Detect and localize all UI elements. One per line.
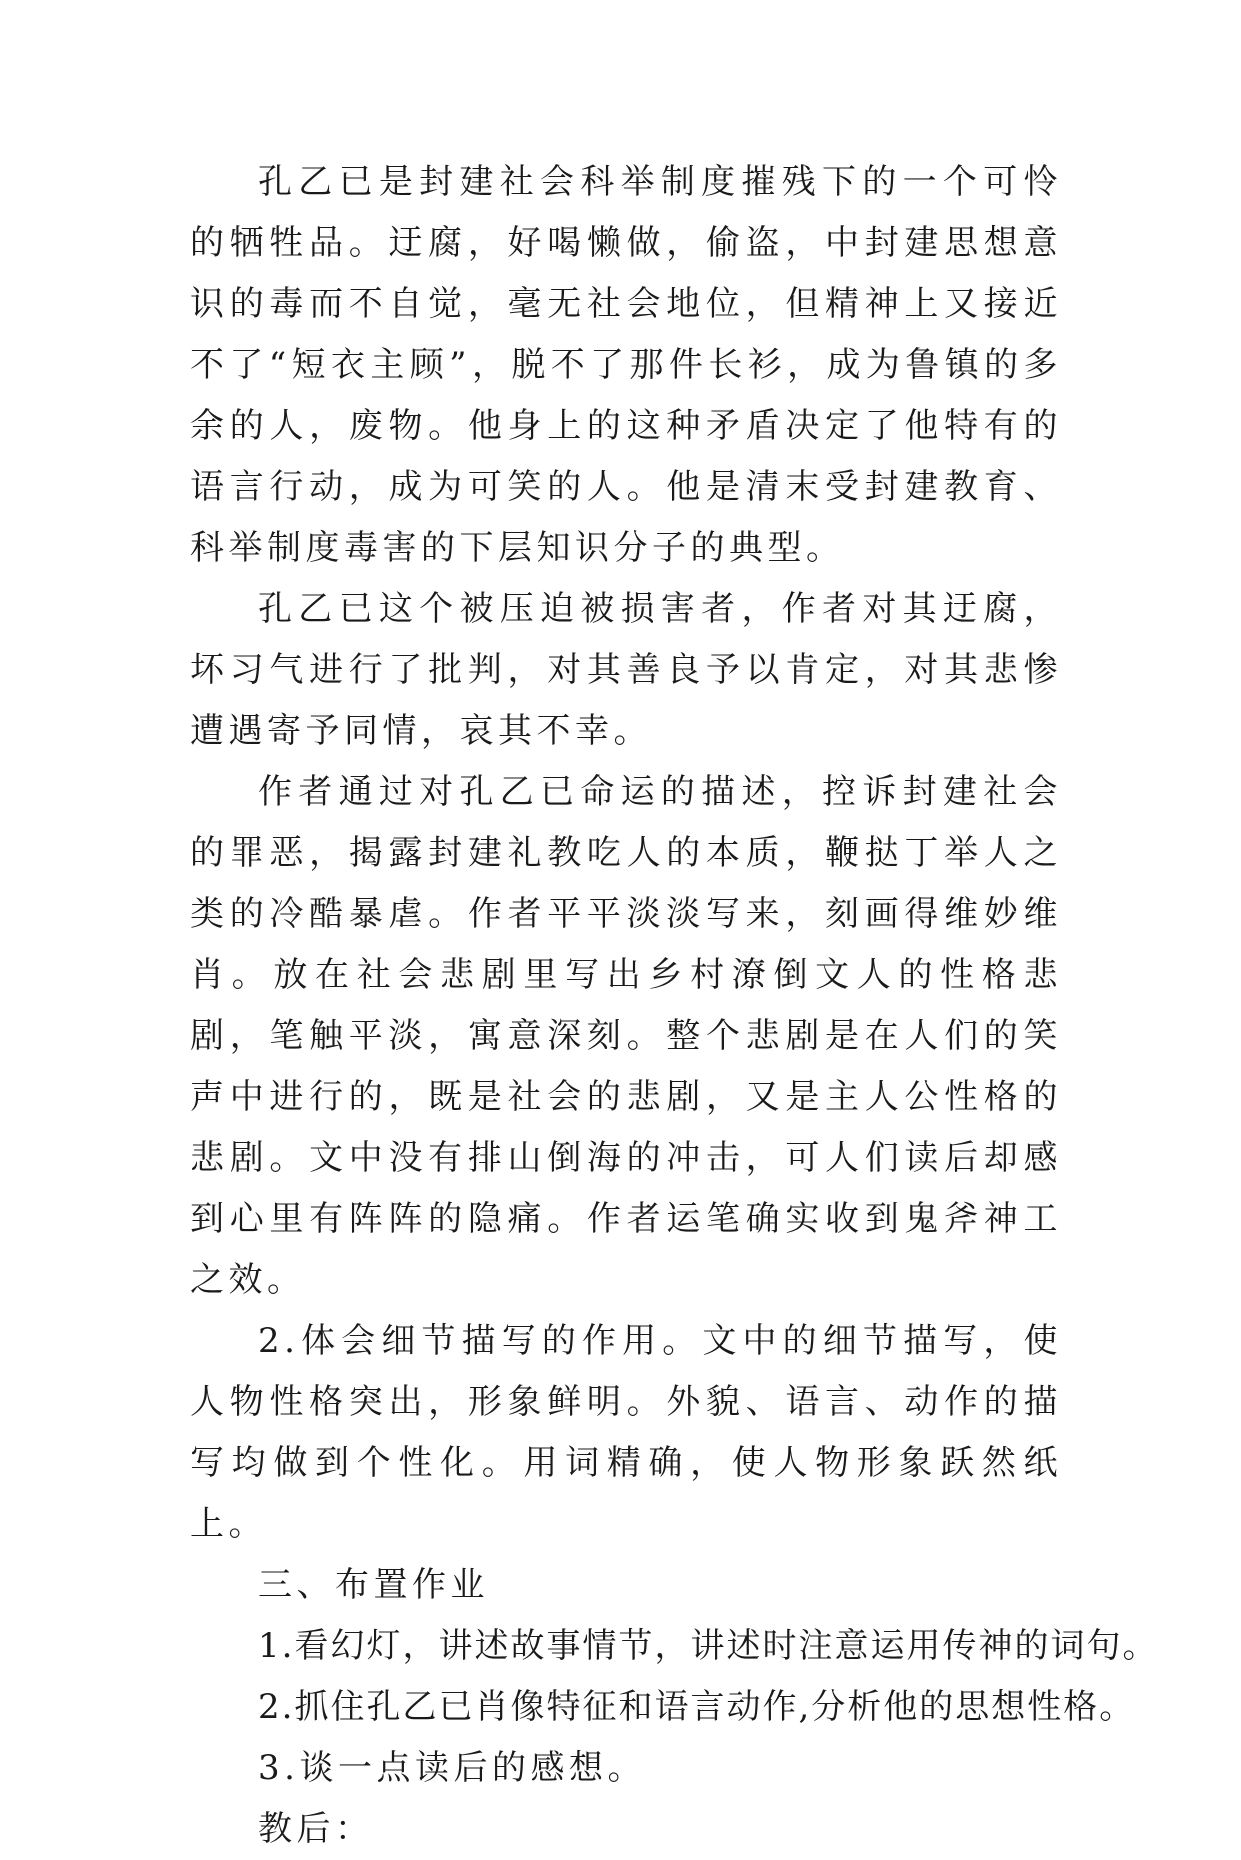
after-class-note: 教后：	[258, 1809, 374, 1849]
homework-item-3: 3.谈一点读后的感想。	[258, 1748, 646, 1788]
homework-item-2: 2.抓住孔乙已肖像特征和语言动作,分析他的思想性格。	[258, 1687, 1136, 1727]
section-heading-homework: 三、布置作业	[258, 1565, 489, 1605]
paragraph-kong-yiji-summary: 孔乙已是封建社会科举制度摧残下的一个可怜的牺牲品。迂腐，好喝懒做，偷盗，中封建思想意识的毒而不自觉，毫无社会地位，但精神上又接近不了“短衣主顾”，脱不了那件长衫，成为鲁镇的多余的人，废物。他身上的这种矛盾决定了他特有的语言行动，成为可笑的人。他是清末受封建教育、科举制度毒害的下层知识分子的典型。	[190, 162, 1062, 568]
document-body	[190, 152, 1159, 1860]
paragraph-author-intent: 作者通过对孔乙已命运的描述，控诉封建社会的罪恶，揭露封建礼教吃人的本质，鞭挞丁举人之类的冷酷暴虐。作者平平淡淡写来，刻画得维妙维肖。放在社会悲剧里写出乡村潦倒文人的性格悲剧，笔触平淡，寓意深刻。整个悲剧是在人们的笑声中进行的，既是社会的悲剧，又是主人公性格的悲剧。文中没有排山倒海的冲击，可人们读后却感到心里有阵阵的隐痛。作者运笔确实收到鬼斧神工之效。	[190, 772, 1062, 1300]
homework-item-1: 1.看幻灯，讲述故事情节，讲述时注意运用传神的词句。	[258, 1626, 1159, 1666]
paragraph-detail-description: 2.体会细节描写的作用。文中的细节描写，使人物性格突出，形象鲜明。外貌、语言、动作的描写均做到个性化。用词精确，使人物形象跃然纸上。	[190, 1321, 1062, 1544]
paragraph-author-attitude: 孔乙已这个被压迫被损害者，作者对其迂腐，坏习气进行了批判，对其善良予以肯定，对其悲惨遭遇寄予同情，哀其不幸。	[190, 589, 1062, 751]
